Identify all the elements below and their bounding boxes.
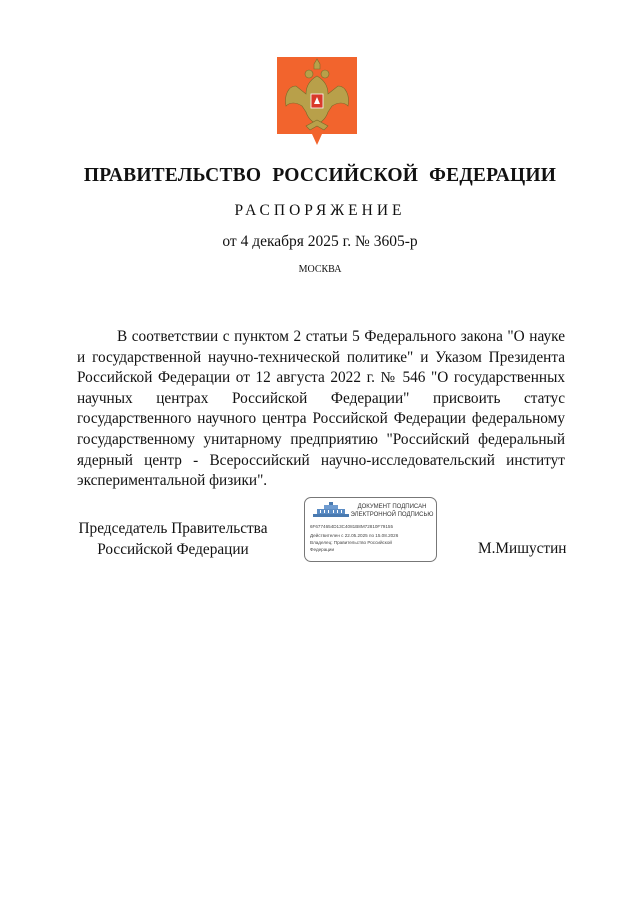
- certificate-owner-line-1: Владелец: Правительство Российской: [310, 540, 392, 545]
- page-title: ПРАВИТЕЛЬСТВО РОССИЙСКОЙ ФЕДЕРАЦИИ: [83, 165, 557, 186]
- position-line-1: Председатель Правительства: [78, 520, 268, 537]
- stamp-heading-line-2: ЭЛЕКТРОННОЙ ПОДПИСЬЮ: [350, 511, 434, 518]
- order-paragraph: В соответствии с пунктом 2 статьи 5 Федерального закона "О науке и государственной научно-технической политике" и Указом Президента Российской Федерации от 12 августа 2022 г. № 546 "О государственных научных центрах Российской Федерации" присвоить статус государственного научного центра Российской Федерации федеральному государственному унитарному предприятию "Российский федеральный ядерный центр - Всероссийский научно-исследовательский институт экспериментальной физики".: [77, 328, 565, 490]
- signatory-name: М.Мишустин: [478, 540, 567, 557]
- signatory-position: [77, 519, 269, 560]
- document-city: МОСКВА: [298, 264, 342, 275]
- certificate-owner-line-2: Федерации: [310, 547, 335, 552]
- document-type: РАСПОРЯЖЕНИЕ: [234, 202, 406, 219]
- position-line-2: Российской Федерации: [97, 540, 249, 558]
- certificate-number: 6F6774654D13C4081B8M72810F79155: [310, 524, 394, 529]
- document-date-number: от 4 декабря 2025 г. № 3605-р: [222, 233, 418, 250]
- certificate-validity: Действителен с 22.05.2025 по 15.08.2026: [310, 533, 399, 538]
- electronic-signature-stamp: [304, 497, 437, 562]
- government-building-icon: [313, 502, 349, 518]
- coat-of-arms-icon: [276, 56, 358, 146]
- stamp-heading-line-1: ДОКУМЕНТ ПОДПИСАН: [357, 504, 427, 510]
- stamp-heading: [349, 504, 435, 519]
